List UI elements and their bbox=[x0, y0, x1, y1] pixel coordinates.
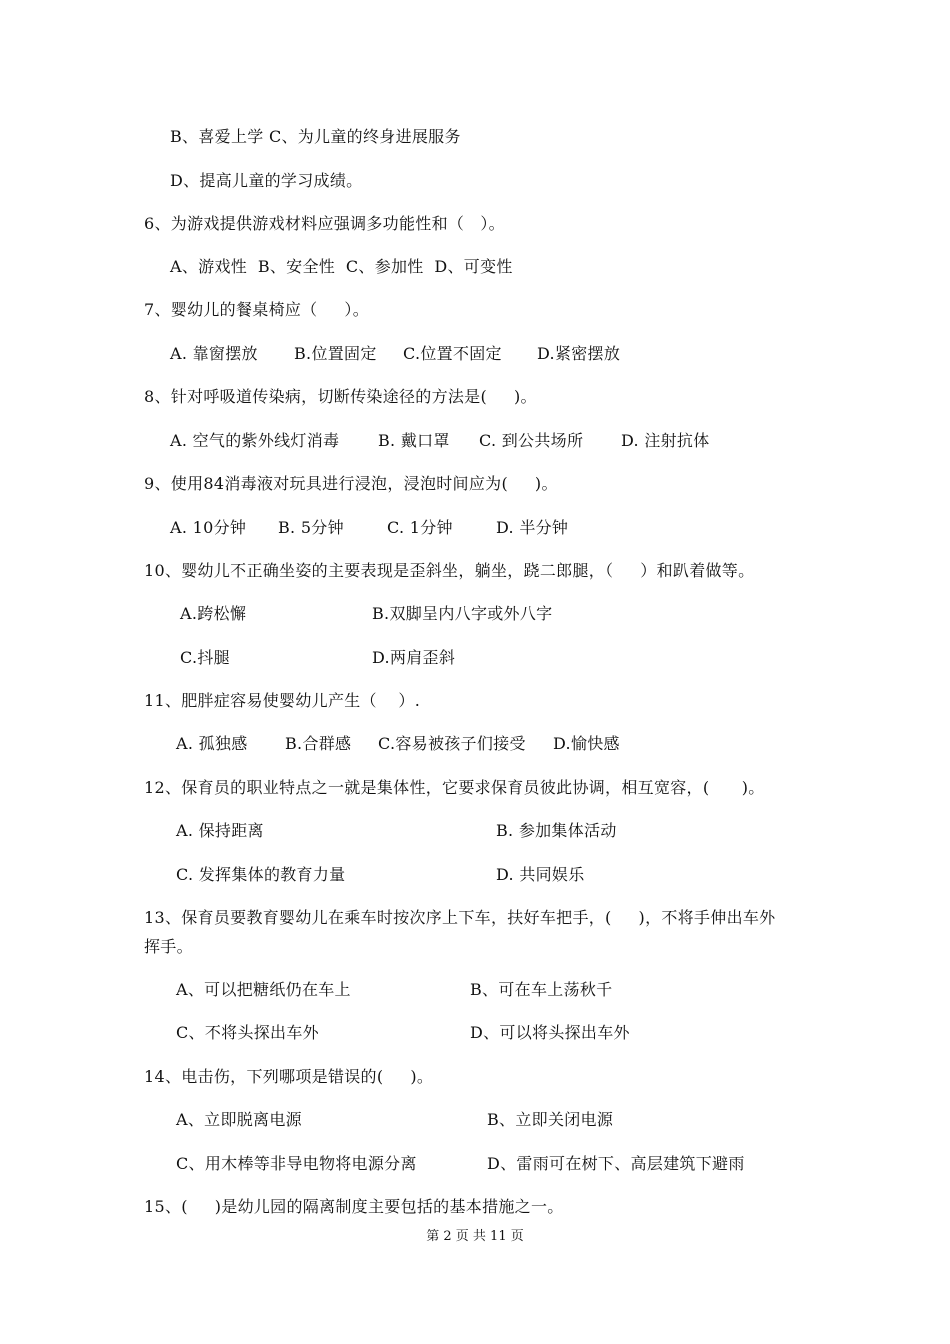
question-12-option-a: A. 保持距离 bbox=[176, 821, 264, 840]
question-9-option-b: B. 5分钟 bbox=[278, 518, 344, 537]
question-11: 11、肥胖症容易使婴幼儿产生（ ）. bbox=[144, 691, 421, 710]
question-15: 15、( )是幼儿园的隔离制度主要包括的基本措施之一。 bbox=[144, 1197, 564, 1216]
question-10-option-d: D.两肩歪斜 bbox=[372, 648, 456, 667]
question-12-option-b: B. 参加集体活动 bbox=[496, 821, 617, 840]
question-7-option-b: B.位置固定 bbox=[294, 344, 377, 363]
question-13-continued: 挥手。 bbox=[144, 937, 193, 956]
question-8-option-d: D. 注射抗体 bbox=[621, 431, 710, 450]
question-8-option-c: C. 到公共场所 bbox=[479, 431, 584, 450]
question-11-option-d: D.愉快感 bbox=[553, 734, 620, 753]
question-10-option-b: B.双脚呈内八字或外八字 bbox=[372, 604, 553, 623]
question-11-option-a: A. 孤独感 bbox=[176, 734, 248, 753]
question-7: 7、婴幼儿的餐桌椅应（ ）。 bbox=[144, 300, 370, 319]
question-6-options: A、游戏性 B、安全性 C、参加性 D、可变性 bbox=[170, 257, 513, 276]
question-14-option-b: B、立即关闭电源 bbox=[487, 1110, 614, 1129]
question-7-option-a: A. 靠窗摆放 bbox=[170, 344, 258, 363]
question-13-option-c: C、不将头探出车外 bbox=[176, 1023, 319, 1042]
question-14-option-d: D、雷雨可在树下、高层建筑下避雨 bbox=[487, 1154, 745, 1173]
question-7-option-d: D.紧密摆放 bbox=[537, 344, 621, 363]
question-13: 13、保育员要教育婴幼儿在乘车时按次序上下车，扶好车把手，( )，不将手伸出车外 bbox=[144, 908, 776, 927]
question-12: 12、保育员的职业特点之一就是集体性，它要求保育员彼此协调，相互宽容，( )。 bbox=[144, 778, 765, 797]
option-line-b-c: B、喜爱上学 C、为儿童的终身进展服务 bbox=[170, 127, 461, 146]
question-10: 10、婴幼儿不正确坐姿的主要表现是歪斜坐，躺坐，跷二郎腿，（ ）和趴着做等。 bbox=[144, 561, 755, 580]
question-11-option-b: B.合群感 bbox=[285, 734, 352, 753]
page-footer: 第 2 页 共 11 页 bbox=[426, 1229, 524, 1244]
question-8-option-a: A. 空气的紫外线灯消毒 bbox=[170, 431, 340, 450]
question-9-option-c: C. 1分钟 bbox=[387, 518, 453, 537]
question-7-option-c: C.位置不固定 bbox=[403, 344, 502, 363]
question-13-option-a: A、可以把糖纸仍在车上 bbox=[176, 980, 351, 999]
question-10-option-c: C.抖腿 bbox=[180, 648, 230, 667]
question-13-option-d: D、可以将头探出车外 bbox=[470, 1023, 630, 1042]
question-11-option-c: C.容易被孩子们接受 bbox=[378, 734, 526, 753]
question-9-option-a: A. 10分钟 bbox=[170, 518, 247, 537]
question-12-option-d: D. 共同娱乐 bbox=[496, 865, 585, 884]
question-10-option-a: A.跨松懈 bbox=[180, 604, 247, 623]
question-6: 6、为游戏提供游戏材料应强调多功能性和（ ）。 bbox=[144, 214, 505, 233]
option-line-d: D、提高儿童的学习成绩。 bbox=[170, 171, 363, 190]
question-8: 8、针对呼吸道传染病，切断传染途径的方法是( )。 bbox=[144, 387, 537, 406]
question-12-option-c: C. 发挥集体的教育力量 bbox=[176, 865, 346, 884]
question-14-option-c: C、用木棒等非导电物将电源分离 bbox=[176, 1154, 417, 1173]
question-8-option-b: B. 戴口罩 bbox=[378, 431, 450, 450]
question-14-option-a: A、立即脱离电源 bbox=[176, 1110, 302, 1129]
question-13-option-b: B、可在车上荡秋千 bbox=[470, 980, 613, 999]
question-14: 14、电击伤，下列哪项是错误的( )。 bbox=[144, 1067, 434, 1086]
question-9-option-d: D. 半分钟 bbox=[496, 518, 569, 537]
question-9: 9、使用84消毒液对玩具进行浸泡，浸泡时间应为( )。 bbox=[144, 474, 558, 493]
